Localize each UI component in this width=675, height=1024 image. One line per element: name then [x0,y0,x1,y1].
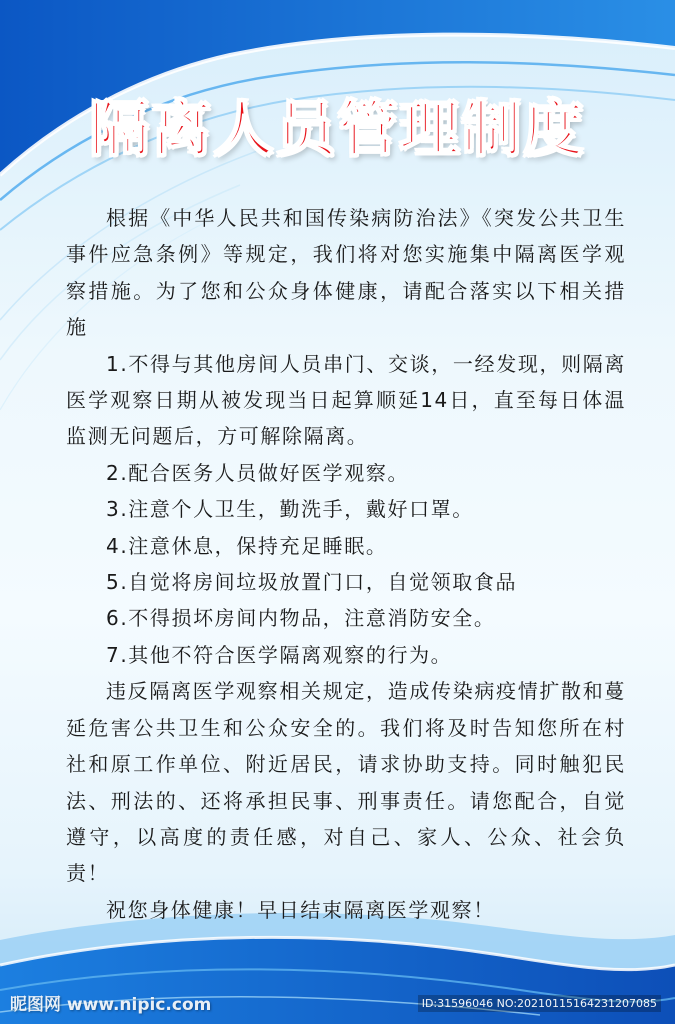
intro-paragraph: 根据《中华人民共和国传染病防治法》《突发公共卫生事件应急条例》等规定，我们将对您实施集中隔离医学观察措施。为了您和公众身体健康，请配合落实以下相关措施 [66,206,626,340]
rule-item: 5.自觉将房间垃圾放置门口，自觉领取食品 [106,570,518,595]
warning-paragraph: 违反隔离医学观察相关规定，造成传染病疫情扩散和蔓延危害公共卫生和公众安全的。我们将及时告知您所在村社和原工作单位、附近居民，请求协助支持。同时触犯民法、刑法的、还将承担民事、刑事责任。请您配合，自觉遵守，以高度的责任感，对自己、家人、公众、社会负责！ [66,679,626,886]
rule-item: 4.注意休息，保持充足睡眠。 [106,533,388,558]
page-title: 隔离人员管理制度 [89,95,586,165]
notice-body [66,200,626,928]
rule-item: 7.其他不符合医学隔离观察的行为。 [106,642,453,667]
rule-item: 3.注意个人卫生，勤洗手，戴好口罩。 [106,497,474,522]
closing-paragraph: 祝您身体健康！早日结束隔离医学观察！ [106,897,495,922]
rule-item: 2.配合医务人员做好医学观察。 [106,460,410,485]
watermark-id: ID:31596046 NO:20210115164231207085 [418,995,661,1012]
rule-item: 1.不得与其他房间人员串门、交谈，一经发现，则隔离医学观察日期从被发现当日起算顺延14日，直至每日体温监测无问题后，方可解除隔离。 [66,351,626,449]
rule-item: 6.不得损坏房间内物品，注意消防安全。 [106,606,496,631]
watermark-logo-text: 昵图网 www.nipic.com [10,995,212,1015]
